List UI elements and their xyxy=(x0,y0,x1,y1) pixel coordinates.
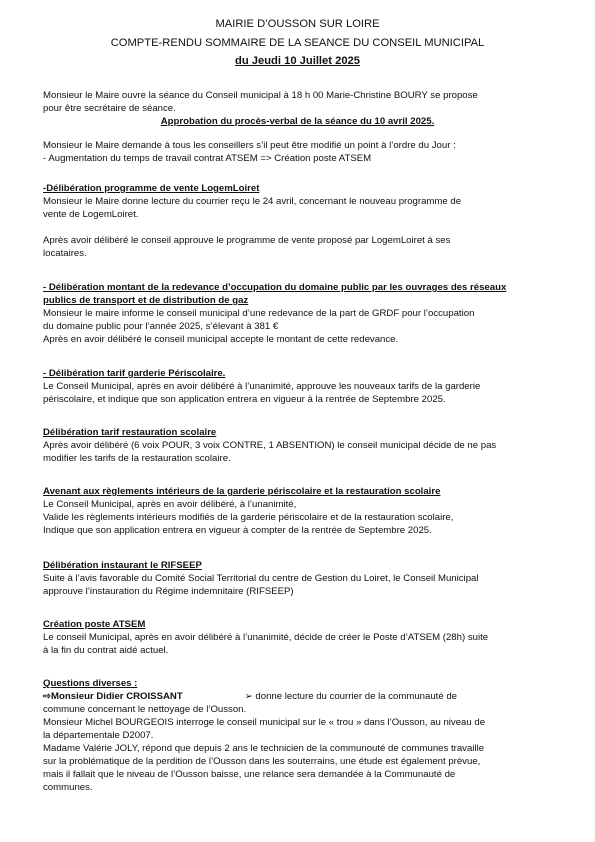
body-line: Après avoir délibéré (6 voix POUR, 3 voix CONTRE, 1 ABSENTION) le conseil municipal décide de ne pas xyxy=(43,440,497,451)
body-line: approuve l’instauration du Régime indemnitaire (RIFSEEP) xyxy=(43,586,294,597)
body-line: commune concernant le nettoyage de l’Ousson. xyxy=(43,704,247,715)
body-line: la départementale D2007. xyxy=(43,730,154,741)
body-line: Après avoir délibéré le conseil approuve le programme de vente proposé par LogemLoiret à ses xyxy=(43,235,451,246)
section-heading: Avenant aux règlements intérieurs de la garderie périscolaire et la restauration scolaire xyxy=(43,486,441,497)
section-heading: Délibération tarif restauration scolaire xyxy=(43,427,217,438)
agenda-line: - Augmentation du temps de travail contrat ATSEM => Création poste ATSEM xyxy=(43,153,372,164)
session-date: du Jeudi 10 Juillet 2025 xyxy=(235,55,360,67)
body-line: vente de LogemLoiret. xyxy=(43,209,139,220)
section-heading: Délibération instaurant le RIFSEEP xyxy=(43,560,202,571)
section-heading: - Délibération montant de la redevance d’occupation du domaine public par les ouvrages des réseaux xyxy=(43,282,507,293)
speaker-remark: ➢ donne lecture du courrier de la communauté de xyxy=(244,691,457,702)
report-title: COMPTE-RENDU SOMMAIRE DE LA SEANCE DU CONSEIL MUNICIPAL xyxy=(110,37,485,49)
body-line: locataires. xyxy=(43,248,87,259)
body-line: Valide les règlements intérieurs modifiés de la garderie périscolaire et de la restauration scolaire, xyxy=(43,512,454,523)
agenda-line: Monsieur le Maire demande à tous les conseillers s’il peut être modifié un point à l’ordre du Jour : xyxy=(43,140,456,151)
intro-line: Monsieur le Maire ouvre la séance du Conseil municipal à 18 h 00 Marie-Christine BOURY se propose xyxy=(43,90,478,101)
body-line: Le Conseil Municipal, après en avoir délibéré à l’unanimité, approuve les nouveaux tarifs de la garderie xyxy=(43,381,481,392)
body-line: mais il fallait que le niveau de l’Ousson baisse, une relance sera demandée à la Communauté de xyxy=(43,769,456,780)
speaker-line xyxy=(43,691,457,703)
body-line: modifier les tarifs de la restauration scolaire. xyxy=(43,453,231,464)
mairie-title: MAIRIE D’OUSSON SUR LOIRE xyxy=(215,18,380,30)
body-line: Monsieur Michel BOURGEOIS interroge le conseil municipal sur le « trou » dans l’Ousson, au niveau de xyxy=(43,717,486,728)
section-heading: - Délibération tarif garderie Périscolaire. xyxy=(43,368,226,379)
section-heading: Création poste ATSEM xyxy=(43,619,146,630)
body-line: du domaine public pour l’année 2025, s’élevant à 381 € xyxy=(43,321,279,332)
body-line: sur la problématique de la perdition de l’Ousson dans les souterrains, une étude est également prévue, xyxy=(43,756,481,767)
section-heading: publics de transport et de distribution de gaz xyxy=(43,295,249,306)
approval-heading: Approbation du procès-verbal de la séance du 10 avril 2025. xyxy=(160,116,435,127)
section-heading: -Délibération programme de vente LogemLoiret xyxy=(43,183,260,194)
body-line: Indique que son application entrera en vigueur à compter de la rentrée de Septembre 2025. xyxy=(43,525,432,536)
body-line: Monsieur le Maire donne lecture du courrier reçu le 24 avril, concernant le nouveau programme de xyxy=(43,196,462,207)
body-line: à la fin du contrat aidé actuel. xyxy=(43,645,169,656)
body-line: Monsieur le maire informe le conseil municipal d’une redevance de la part de GRDF pour l’occupation xyxy=(43,308,475,319)
body-line: Madame Valérie JOLY, répond que depuis 2 ans le technicien de la communouté de communes travaille xyxy=(43,743,485,754)
body-line: Le Conseil Municipal, après en avoir délibéré, à l’unanimité, xyxy=(43,499,297,510)
body-line: Après en avoir délibéré le conseil municipal accepte le montant de cette redevance. xyxy=(43,334,399,345)
body-line: périscolaire, et indique que son application entrera en vigueur à la rentrée de Septembre 2025. xyxy=(43,394,446,405)
body-line: Suite à l’avis favorable du Comité Social Territorial du centre de Gestion du Loiret, le Conseil Municipal xyxy=(43,573,479,584)
intro-line: pour être secrétaire de séance. xyxy=(43,103,176,114)
section-heading: Questions diverses : xyxy=(43,678,138,689)
body-line: Le conseil Municipal, après en avoir délibéré à l’unanimité, décide de créer le Poste d’ATSEM (28h) suite xyxy=(43,632,489,643)
speaker-name: ⇨Monsieur Didier CROISSANT xyxy=(43,691,183,702)
body-line: communes. xyxy=(43,782,93,793)
